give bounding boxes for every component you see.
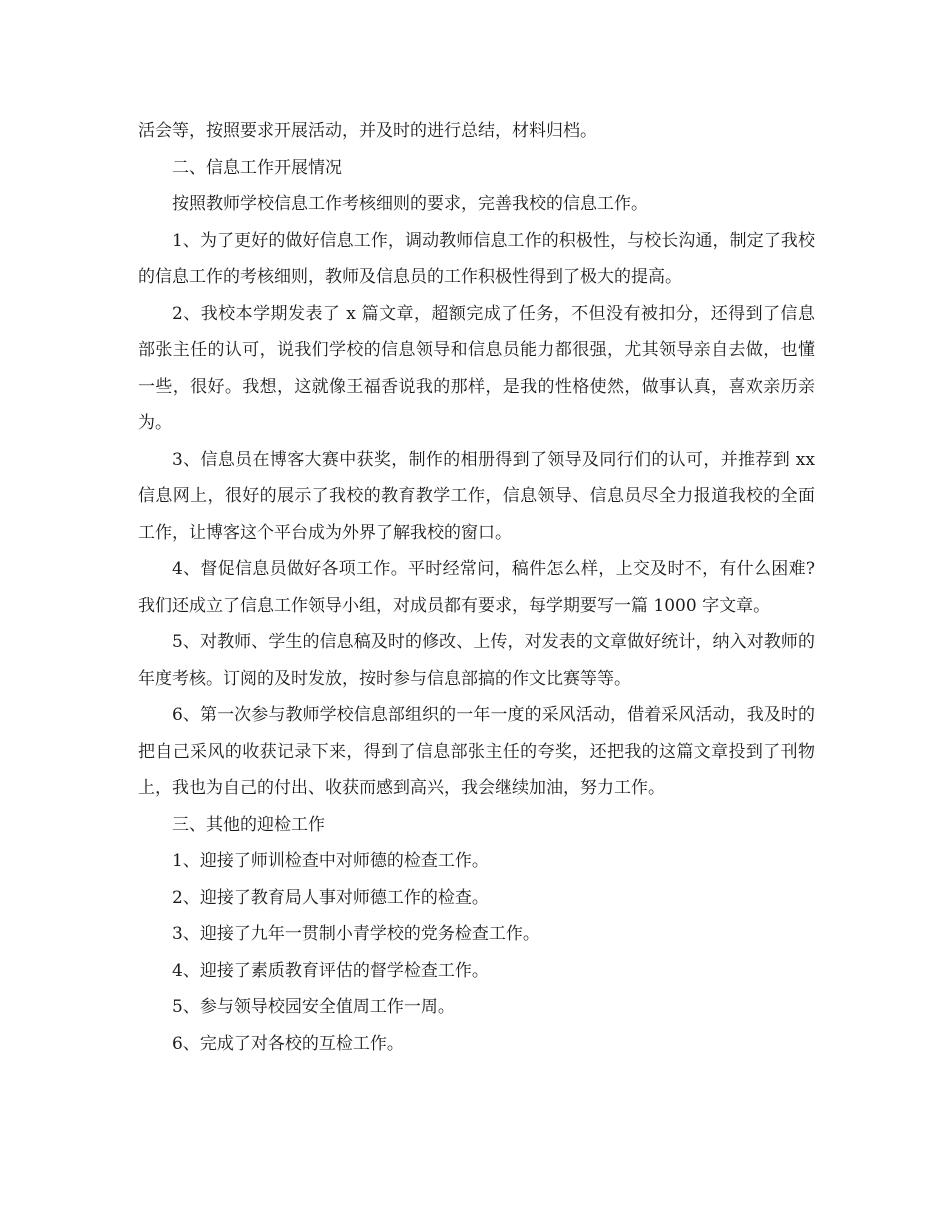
paragraph-item-3: 3、信息员在博客大赛中获奖，制作的相册得到了领导及同行们的认可，并推荐到 xx 信息网上，很好的展示了我校的教育教学工作，信息领导、信息员尽全力报道我校的全面工作，让博客这个平台成为外界了解我校的窗口。	[138, 449, 815, 543]
paragraph-item-5: 5、对教师、学生的信息稿及时的修改、上传，对发表的文章做好统计，纳入对教师的年度考核。订阅的及时发放，按时参与信息部搞的作文比赛等等。	[138, 632, 815, 689]
section-heading-inspection-work: 三、其他的迎检工作	[172, 814, 325, 835]
paragraph-item-6: 6、第一次参与教师学校信息部组织的一年一度的采风活动，借着采风活动，我及时的把自己采风的收获记录下来，得到了信息部张主任的夸奖，还把我的这篇文章投到了刊物上，我也为自己的付出、收获而感到高兴，我会继续加油，努力工作。	[138, 705, 815, 798]
list-item-inspection-4: 4、迎接了素质教育评估的督学检查工作。	[172, 960, 489, 981]
paragraph-item-4: 4、督促信息员做好各项工作。平时经常问，稿件怎么样，上交及时不，有什么困难?我们还成立了信息工作领导小组，对成员都有要求，每学期要写一篇 1000 字文章。	[138, 559, 815, 616]
paragraph-item-2: 2、我校本学期发表了 x 篇文章，超额完成了任务，不但没有被扣分，还得到了信息部张主任的认可，说我们学校的信息领导和信息员能力都很强，尤其领导亲自去做，也懂一些，很好。我想，这就像王福香说我的那样，是我的性格使然，做事认真，喜欢亲历亲为。	[138, 303, 815, 433]
paragraph-continuation: 活会等，按照要求开展活动，并及时的进行总结，材料归档。	[138, 121, 597, 141]
list-item-inspection-5: 5、参与领导校园安全值周工作一周。	[172, 997, 455, 1017]
document-page	[138, 113, 815, 1062]
list-item-inspection-3: 3、迎接了九年一贯制小青学校的党务检查工作。	[172, 924, 540, 944]
list-item-inspection-1: 1、迎接了师训检查中对师德的检查工作。	[172, 851, 489, 871]
paragraph-item-1: 1、为了更好的做好信息工作，调动教师信息工作的积极性，与校长沟通，制定了我校的信息工作的考核细则，教师及信息员的工作积极性得到了极大的提高。	[138, 230, 815, 287]
section-heading-information-work: 二、信息工作开展情况	[172, 157, 342, 178]
list-item-inspection-6: 6、完成了对各校的互检工作。	[172, 1033, 404, 1054]
list-item-inspection-2: 2、迎接了教育局人事对师德工作的检查。	[172, 887, 489, 908]
paragraph-intro: 按照教师学校信息工作考核细则的要求，完善我校的信息工作。	[172, 194, 648, 214]
